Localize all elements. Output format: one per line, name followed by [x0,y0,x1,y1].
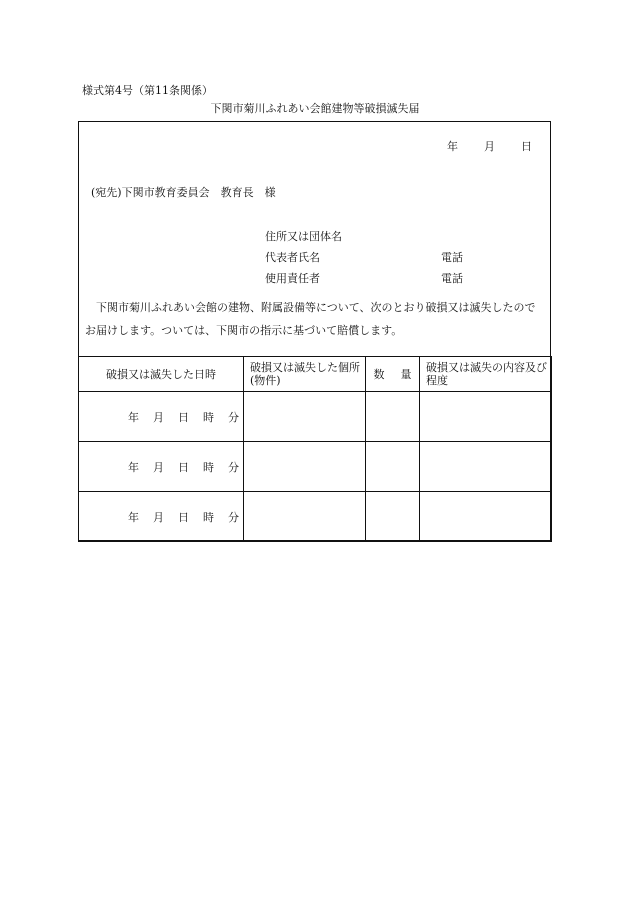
manager-label: 使用責任者 [265,272,320,285]
location-cell[interactable] [244,442,366,492]
address-label: 住所又は団体名 [265,230,342,243]
datetime-cell[interactable] [79,492,244,542]
details-cell[interactable] [420,392,552,442]
header-quantity-2: 量 [400,368,412,381]
header-quantity [366,357,420,392]
table-row [79,392,552,442]
table-header-row [79,357,552,392]
date-month: 月 [484,140,495,153]
header-quantity-1: 数 [373,368,385,381]
datetime-cell[interactable] [79,392,244,442]
addressee: (宛先)下関市教育委員会 教育長 様 [91,186,276,199]
minute-unit: 分 [228,410,239,424]
form-number-label: 様式第4号（第11条関係） [82,84,213,97]
table-row [79,442,552,492]
hour-unit: 時 [203,510,214,524]
minute-unit: 分 [228,510,239,524]
location-cell[interactable] [244,392,366,442]
day-unit: 日 [178,510,189,524]
quantity-cell[interactable] [366,492,420,542]
manager-phone-label: 電話 [441,272,463,285]
month-unit: 月 [153,510,164,524]
details-cell[interactable] [420,442,552,492]
representative-label: 代表者氏名 [265,251,320,264]
year-unit: 年 [128,410,139,424]
damage-table [78,356,552,542]
date-day: 日 [521,140,532,153]
quantity-cell[interactable] [366,442,420,492]
form-title: 下関市菊川ふれあい会館建物等破損滅失届 [210,102,420,115]
quantity-cell[interactable] [366,392,420,442]
datetime-cell[interactable] [79,442,244,492]
details-cell[interactable] [420,492,552,542]
month-unit: 月 [153,410,164,424]
form-frame [78,121,551,541]
date-year: 年 [447,140,458,153]
day-unit: 日 [178,410,189,424]
representative-phone-label: 電話 [441,251,463,264]
hour-unit: 時 [203,460,214,474]
date-line [447,138,532,154]
hour-unit: 時 [203,410,214,424]
header-datetime: 破損又は滅失した日時 [79,357,244,392]
header-location: 破損又は滅失した個所(物件) [244,357,366,392]
year-unit: 年 [128,460,139,474]
location-cell[interactable] [244,492,366,542]
table-row [79,492,552,542]
statement-text: 下関市菊川ふれあい会館の建物、附属設備等について、次のとおり破損又は滅失したのでお届けします。ついては、下関市の指示に基づいて賠償します。 [85,301,536,337]
header-details: 破損又は滅失の内容及び程度 [420,357,552,392]
month-unit: 月 [153,460,164,474]
day-unit: 日 [178,460,189,474]
year-unit: 年 [128,510,139,524]
minute-unit: 分 [228,460,239,474]
